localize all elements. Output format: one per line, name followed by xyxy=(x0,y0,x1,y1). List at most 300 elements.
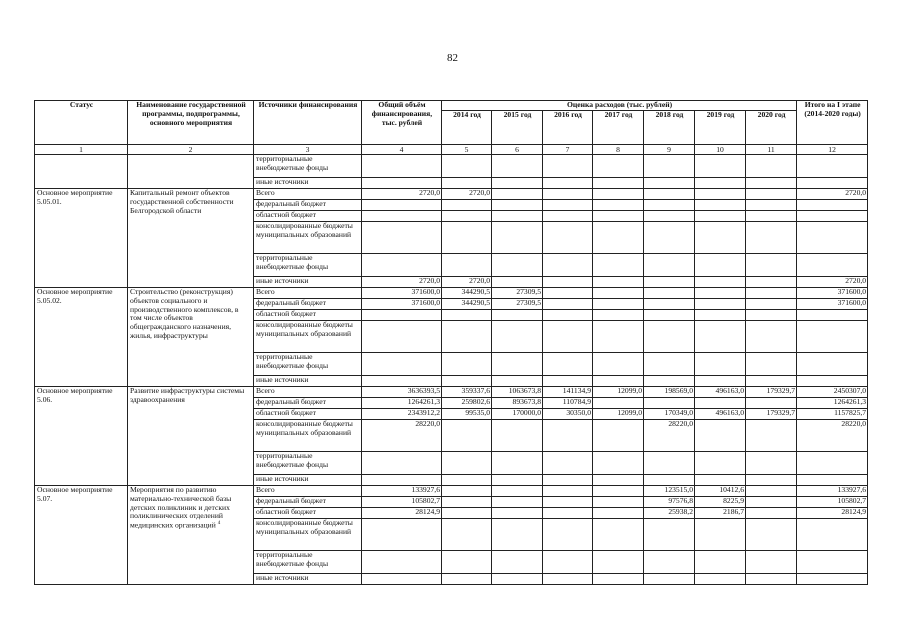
value-cell xyxy=(543,321,593,353)
value-cell xyxy=(644,211,695,222)
table-row xyxy=(35,155,868,178)
value-cell xyxy=(695,299,746,310)
value-cell: 2720,0 xyxy=(797,277,868,288)
value-cell xyxy=(593,398,644,409)
value-cell: 1264261,3 xyxy=(797,398,868,409)
value-cell xyxy=(543,497,593,508)
value-cell: 3636393,5 xyxy=(362,387,442,398)
value-cell xyxy=(593,299,644,310)
value-cell xyxy=(695,277,746,288)
value-cell xyxy=(543,353,593,376)
value-cell xyxy=(442,353,492,376)
value-cell xyxy=(442,452,492,475)
value-cell xyxy=(593,222,644,254)
value-cell xyxy=(695,288,746,299)
value-cell xyxy=(543,155,593,178)
value-cell xyxy=(695,211,746,222)
value-cell xyxy=(492,475,543,486)
value-cell xyxy=(644,452,695,475)
value-cell: 28220,0 xyxy=(644,420,695,452)
source-cell: территориальные внебюджетные фонды xyxy=(254,155,362,178)
value-cell xyxy=(644,288,695,299)
value-cell xyxy=(492,574,543,585)
value-cell xyxy=(644,155,695,178)
activity-name xyxy=(128,288,254,387)
value-cell xyxy=(644,310,695,321)
value-cell: 371600,0 xyxy=(362,288,442,299)
value-cell xyxy=(746,376,797,387)
value-cell: 179329,7 xyxy=(746,409,797,420)
header-year: 2017 год xyxy=(593,111,644,145)
value-cell xyxy=(442,211,492,222)
value-cell xyxy=(746,310,797,321)
value-cell: 105802,7 xyxy=(362,497,442,508)
activity-name xyxy=(128,387,254,486)
header-year: 2018 год xyxy=(644,111,695,145)
value-cell xyxy=(442,254,492,277)
value-cell xyxy=(492,254,543,277)
value-cell xyxy=(543,475,593,486)
value-cell xyxy=(746,178,797,189)
value-cell: 28220,0 xyxy=(797,420,868,452)
value-cell xyxy=(543,211,593,222)
value-cell xyxy=(543,288,593,299)
value-cell: 371600,0 xyxy=(362,299,442,310)
column-number: 1 xyxy=(35,145,128,155)
value-cell xyxy=(442,497,492,508)
value-cell xyxy=(543,178,593,189)
value-cell xyxy=(362,211,442,222)
value-cell xyxy=(593,254,644,277)
value-cell xyxy=(362,310,442,321)
value-cell xyxy=(442,551,492,574)
value-cell xyxy=(543,376,593,387)
value-cell: 170349,0 xyxy=(644,409,695,420)
value-cell xyxy=(797,155,868,178)
value-cell xyxy=(695,310,746,321)
header-year: 2020 год xyxy=(746,111,797,145)
value-cell xyxy=(746,155,797,178)
value-cell xyxy=(593,288,644,299)
value-cell xyxy=(593,497,644,508)
column-number: 3 xyxy=(254,145,362,155)
value-cell: 10412,6 xyxy=(695,486,746,497)
value-cell xyxy=(442,310,492,321)
value-cell xyxy=(543,551,593,574)
value-cell xyxy=(644,321,695,353)
value-cell: 259802,6 xyxy=(442,398,492,409)
value-cell xyxy=(543,299,593,310)
value-cell xyxy=(492,353,543,376)
value-cell xyxy=(543,254,593,277)
value-cell xyxy=(644,574,695,585)
value-cell xyxy=(362,353,442,376)
value-cell xyxy=(746,551,797,574)
value-cell xyxy=(797,310,868,321)
source-cell: территориальные внебюджетные фонды xyxy=(254,551,362,574)
value-cell: 371600,0 xyxy=(797,299,868,310)
value-cell xyxy=(543,222,593,254)
value-cell xyxy=(644,222,695,254)
value-cell: 198569,0 xyxy=(644,387,695,398)
value-cell xyxy=(644,353,695,376)
value-cell xyxy=(746,277,797,288)
value-cell xyxy=(593,189,644,200)
value-cell xyxy=(362,551,442,574)
table-row xyxy=(35,486,868,497)
value-cell xyxy=(746,508,797,519)
value-cell xyxy=(593,376,644,387)
value-cell xyxy=(797,452,868,475)
source-cell: областной бюджет xyxy=(254,310,362,321)
column-number: 6 xyxy=(492,145,543,155)
value-cell: 344290,5 xyxy=(442,299,492,310)
header-status: Статус xyxy=(35,101,128,145)
value-cell xyxy=(797,211,868,222)
value-cell xyxy=(543,519,593,551)
value-cell xyxy=(442,486,492,497)
source-cell: консолидированные бюджеты муниципальных образований xyxy=(254,222,362,254)
value-cell xyxy=(362,222,442,254)
column-number: 5 xyxy=(442,145,492,155)
source-cell: иные источники xyxy=(254,574,362,585)
value-cell: 496163,0 xyxy=(695,409,746,420)
activity-status: Основное мероприятие 5.07. xyxy=(35,486,128,585)
value-cell xyxy=(593,310,644,321)
value-cell: 2720,0 xyxy=(362,189,442,200)
footnote-marker: 4 xyxy=(217,521,221,527)
status-cell xyxy=(35,155,128,189)
value-cell xyxy=(746,353,797,376)
value-cell xyxy=(362,155,442,178)
value-cell xyxy=(492,200,543,211)
value-cell xyxy=(593,200,644,211)
value-cell: 27309,5 xyxy=(492,299,543,310)
value-cell: 371600,0 xyxy=(797,288,868,299)
value-cell xyxy=(644,178,695,189)
column-number: 10 xyxy=(695,145,746,155)
value-cell xyxy=(695,200,746,211)
value-cell xyxy=(593,486,644,497)
value-cell xyxy=(593,551,644,574)
value-cell xyxy=(492,452,543,475)
value-cell xyxy=(695,551,746,574)
value-cell xyxy=(797,519,868,551)
source-cell: федеральный бюджет xyxy=(254,497,362,508)
value-cell xyxy=(593,508,644,519)
value-cell xyxy=(797,254,868,277)
value-cell xyxy=(746,497,797,508)
column-number: 11 xyxy=(746,145,797,155)
value-cell: 28124,9 xyxy=(362,508,442,519)
header-year: 2019 год xyxy=(695,111,746,145)
value-cell xyxy=(362,254,442,277)
value-cell xyxy=(746,200,797,211)
value-cell xyxy=(695,519,746,551)
source-cell: федеральный бюджет xyxy=(254,299,362,310)
value-cell xyxy=(797,353,868,376)
header-year: 2014 год xyxy=(442,111,492,145)
value-cell xyxy=(362,178,442,189)
value-cell xyxy=(492,178,543,189)
source-cell: иные источники xyxy=(254,178,362,189)
value-cell xyxy=(543,277,593,288)
value-cell xyxy=(362,475,442,486)
value-cell xyxy=(492,497,543,508)
value-cell xyxy=(797,376,868,387)
value-cell: 344290,5 xyxy=(442,288,492,299)
value-cell: 2720,0 xyxy=(362,277,442,288)
value-cell xyxy=(492,420,543,452)
value-cell: 170000,0 xyxy=(492,409,543,420)
value-cell xyxy=(492,222,543,254)
value-cell xyxy=(695,254,746,277)
value-cell xyxy=(543,452,593,475)
source-cell: Всего xyxy=(254,486,362,497)
value-cell xyxy=(362,321,442,353)
value-cell xyxy=(695,376,746,387)
value-cell xyxy=(442,321,492,353)
value-cell xyxy=(695,398,746,409)
value-cell xyxy=(442,508,492,519)
value-cell: 893673,8 xyxy=(492,398,543,409)
value-cell xyxy=(746,321,797,353)
value-cell: 359337,6 xyxy=(442,387,492,398)
value-cell xyxy=(746,519,797,551)
value-cell xyxy=(492,277,543,288)
value-cell xyxy=(492,376,543,387)
value-cell: 133927,6 xyxy=(362,486,442,497)
value-cell xyxy=(442,420,492,452)
source-cell: Всего xyxy=(254,288,362,299)
source-cell: консолидированные бюджеты муниципальных образований xyxy=(254,321,362,353)
source-cell: областной бюджет xyxy=(254,508,362,519)
value-cell xyxy=(695,353,746,376)
value-cell: 496163,0 xyxy=(695,387,746,398)
value-cell: 2186,7 xyxy=(695,508,746,519)
table-body xyxy=(35,155,868,585)
value-cell xyxy=(362,376,442,387)
value-cell xyxy=(492,508,543,519)
value-cell xyxy=(644,398,695,409)
value-cell: 133927,6 xyxy=(797,486,868,497)
value-cell xyxy=(746,254,797,277)
value-cell xyxy=(695,189,746,200)
source-cell: консолидированные бюджеты муниципальных образований xyxy=(254,420,362,452)
value-cell xyxy=(593,420,644,452)
activity-name-text: Развитие инфраструктуры системы здравоохранения xyxy=(130,386,245,404)
column-number: 9 xyxy=(644,145,695,155)
value-cell xyxy=(644,299,695,310)
value-cell xyxy=(746,475,797,486)
value-cell xyxy=(644,551,695,574)
value-cell xyxy=(797,222,868,254)
source-cell: иные источники xyxy=(254,277,362,288)
value-cell: 27309,5 xyxy=(492,288,543,299)
value-cell xyxy=(492,211,543,222)
header-stage-total: Итого на I этапе (2014-2020 годы) xyxy=(797,101,868,145)
value-cell xyxy=(644,475,695,486)
value-cell xyxy=(644,200,695,211)
value-cell xyxy=(746,211,797,222)
value-cell: 99535,0 xyxy=(442,409,492,420)
value-cell xyxy=(593,277,644,288)
budget-table xyxy=(34,100,868,585)
value-cell xyxy=(644,189,695,200)
source-cell: Всего xyxy=(254,387,362,398)
value-cell: 2720,0 xyxy=(797,189,868,200)
value-cell xyxy=(593,321,644,353)
header-year: 2015 год xyxy=(492,111,543,145)
table-row xyxy=(35,189,868,200)
activity-name-text: Капитальный ремонт объектов государственной собственности Белгородской области xyxy=(130,188,234,215)
value-cell xyxy=(543,574,593,585)
value-cell xyxy=(644,519,695,551)
value-cell xyxy=(797,574,868,585)
value-cell xyxy=(543,508,593,519)
value-cell xyxy=(695,574,746,585)
activity-status: Основное мероприятие 5.05.02. xyxy=(35,288,128,387)
value-cell xyxy=(695,452,746,475)
value-cell: 2343912,2 xyxy=(362,409,442,420)
activity-name-text: Мероприятия по развитию материально-технической базы детских поликлиник и детских поликлинических отделений медицинских организаций xyxy=(130,485,232,530)
value-cell xyxy=(797,321,868,353)
value-cell: 2450307,0 xyxy=(797,387,868,398)
column-number: 2 xyxy=(128,145,254,155)
value-cell xyxy=(492,486,543,497)
value-cell: 1157825,7 xyxy=(797,409,868,420)
activity-name xyxy=(128,189,254,288)
source-cell: областной бюджет xyxy=(254,211,362,222)
value-cell xyxy=(543,189,593,200)
value-cell xyxy=(442,222,492,254)
source-cell: консолидированные бюджеты муниципальных образований xyxy=(254,519,362,551)
value-cell: 110784,9 xyxy=(543,398,593,409)
activity-name-cell xyxy=(128,155,254,189)
value-cell: 30350,0 xyxy=(543,409,593,420)
header-year: 2016 год xyxy=(543,111,593,145)
value-cell xyxy=(797,200,868,211)
value-cell xyxy=(442,376,492,387)
value-cell xyxy=(442,519,492,551)
value-cell xyxy=(362,200,442,211)
value-cell: 141134,9 xyxy=(543,387,593,398)
value-cell xyxy=(543,486,593,497)
activity-name-text: Строительство (реконструкция) объектов социального и производственного комплексов, в том числе объектов общегражданского назначения, жилья, инфраструктуры xyxy=(130,287,239,340)
column-number: 12 xyxy=(797,145,868,155)
value-cell xyxy=(492,189,543,200)
value-cell: 179329,7 xyxy=(746,387,797,398)
value-cell xyxy=(644,277,695,288)
value-cell xyxy=(543,310,593,321)
value-cell xyxy=(746,574,797,585)
value-cell: 123515,0 xyxy=(644,486,695,497)
value-cell: 28220,0 xyxy=(362,420,442,452)
value-cell xyxy=(442,574,492,585)
source-cell: территориальные внебюджетные фонды xyxy=(254,452,362,475)
column-number: 7 xyxy=(543,145,593,155)
header-program-name: Наименование государственной программы, подпрограммы, основного мероприятия xyxy=(128,101,254,145)
value-cell xyxy=(593,353,644,376)
source-cell: территориальные внебюджетные фонды xyxy=(254,353,362,376)
value-cell: 2720,0 xyxy=(442,189,492,200)
value-cell xyxy=(644,254,695,277)
source-cell: территориальные внебюджетные фонды xyxy=(254,254,362,277)
value-cell xyxy=(695,155,746,178)
page-number: 82 xyxy=(447,52,458,64)
value-cell xyxy=(442,475,492,486)
value-cell xyxy=(492,551,543,574)
value-cell xyxy=(797,475,868,486)
value-cell xyxy=(593,519,644,551)
source-cell: федеральный бюджет xyxy=(254,200,362,211)
value-cell xyxy=(746,486,797,497)
value-cell: 8225,9 xyxy=(695,497,746,508)
value-cell xyxy=(746,299,797,310)
value-cell: 2720,0 xyxy=(442,277,492,288)
source-cell: иные источники xyxy=(254,475,362,486)
value-cell xyxy=(695,475,746,486)
value-cell xyxy=(746,452,797,475)
value-cell xyxy=(362,452,442,475)
source-cell: областной бюджет xyxy=(254,409,362,420)
value-cell xyxy=(442,200,492,211)
value-cell: 1264261,3 xyxy=(362,398,442,409)
value-cell xyxy=(746,420,797,452)
value-cell xyxy=(746,398,797,409)
column-number: 4 xyxy=(362,145,442,155)
value-cell: 25938,2 xyxy=(644,508,695,519)
value-cell: 105802,7 xyxy=(797,497,868,508)
header-estimate: Оценка расходов (тыс. рублей) xyxy=(442,101,797,111)
value-cell xyxy=(593,452,644,475)
value-cell xyxy=(593,178,644,189)
source-cell: федеральный бюджет xyxy=(254,398,362,409)
value-cell xyxy=(695,321,746,353)
value-cell: 1063673,8 xyxy=(492,387,543,398)
value-cell xyxy=(593,211,644,222)
value-cell xyxy=(543,200,593,211)
header-total-volume: Общий объём финансирования, тыс. рублей xyxy=(362,101,442,145)
value-cell xyxy=(593,475,644,486)
value-cell xyxy=(593,574,644,585)
value-cell xyxy=(492,310,543,321)
value-cell xyxy=(492,519,543,551)
table-row xyxy=(35,288,868,299)
value-cell xyxy=(593,155,644,178)
value-cell xyxy=(543,420,593,452)
value-cell xyxy=(746,288,797,299)
value-cell xyxy=(644,376,695,387)
value-cell xyxy=(746,222,797,254)
value-cell xyxy=(362,519,442,551)
value-cell: 97576,8 xyxy=(644,497,695,508)
value-cell: 28124,9 xyxy=(797,508,868,519)
value-cell xyxy=(442,178,492,189)
value-cell xyxy=(492,321,543,353)
value-cell xyxy=(695,222,746,254)
activity-name xyxy=(128,486,254,585)
value-cell xyxy=(746,189,797,200)
value-cell xyxy=(362,574,442,585)
table-row xyxy=(35,387,868,398)
value-cell: 12099,0 xyxy=(593,387,644,398)
value-cell xyxy=(695,420,746,452)
source-cell: Всего xyxy=(254,189,362,200)
value-cell xyxy=(492,155,543,178)
header-sources: Источники финансирования xyxy=(254,101,362,145)
value-cell xyxy=(695,178,746,189)
